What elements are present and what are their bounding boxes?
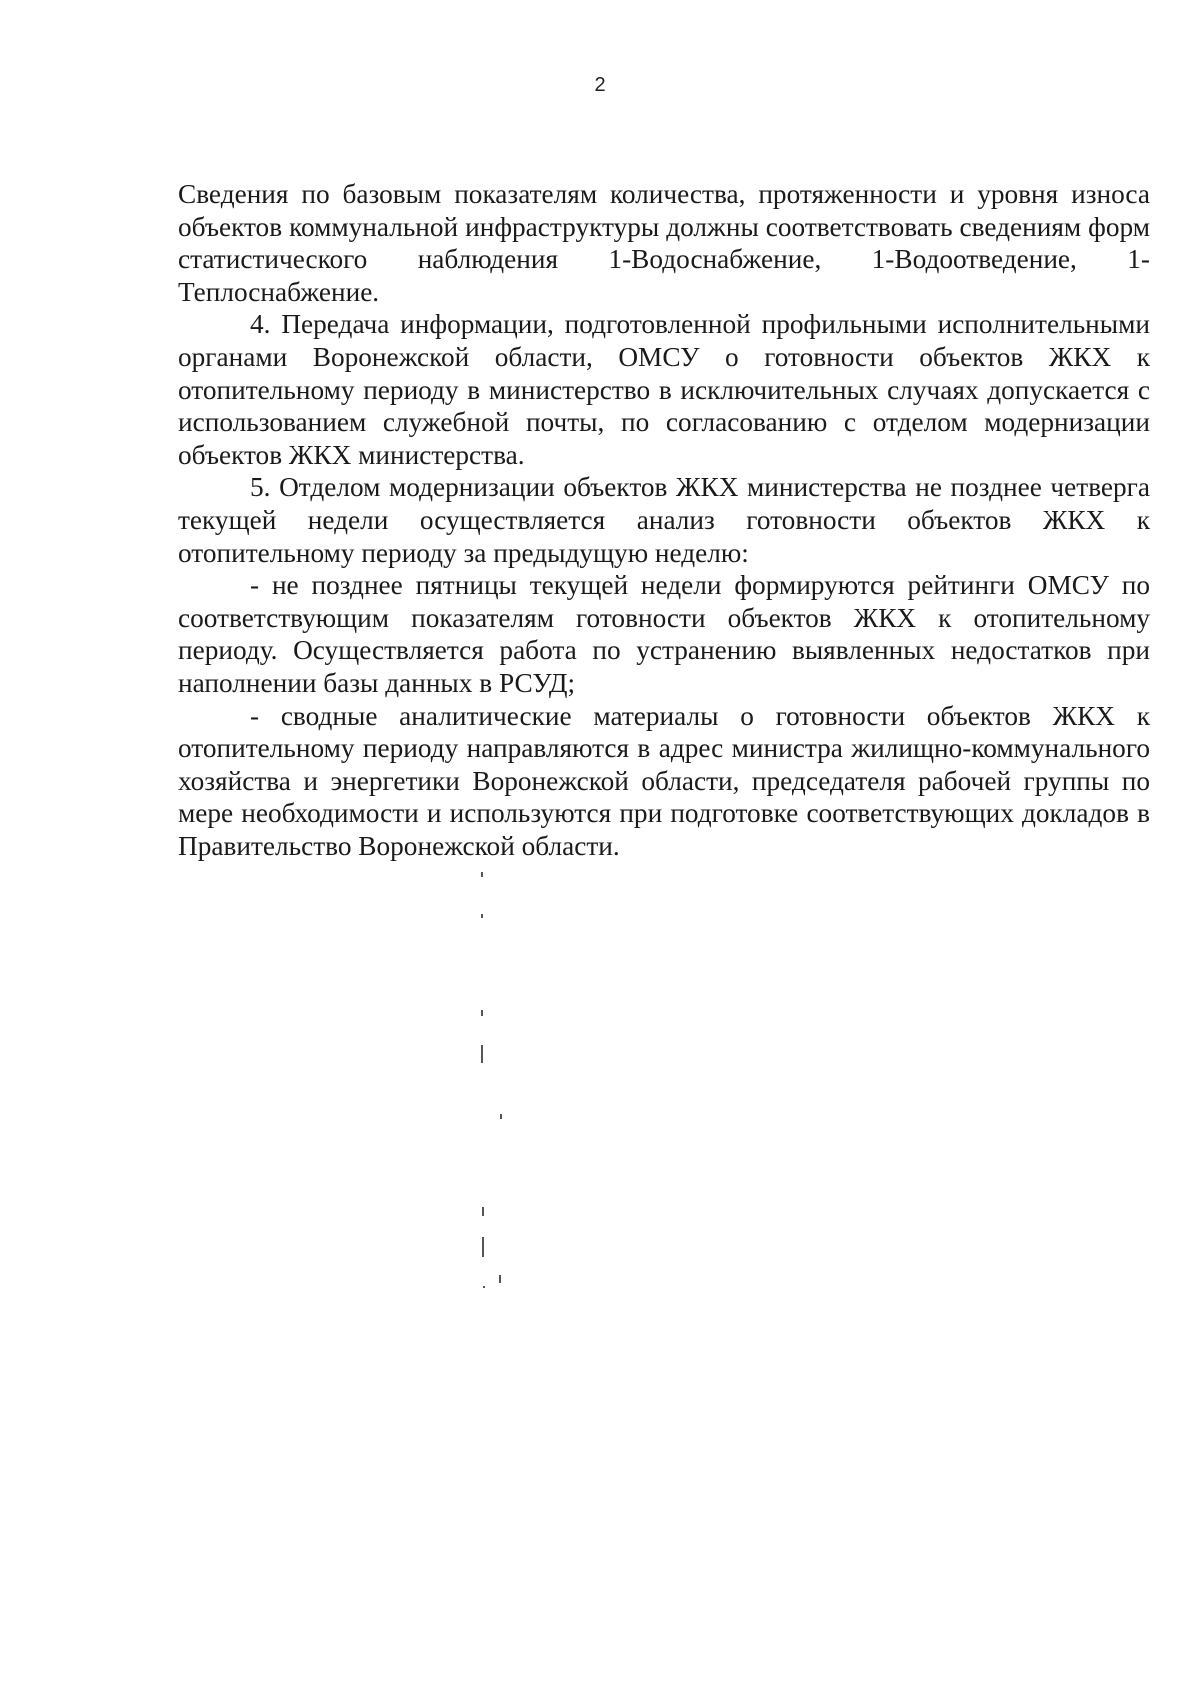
- page-number: 2: [594, 74, 606, 96]
- scan-artifact: [481, 1010, 483, 1016]
- document-body: [178, 178, 1150, 862]
- paragraph-statistics: Сведения по базовым показателям количества, протяженности и уровня износа объектов коммунальной инфраструктуры должны соответствовать сведениям форм статистического наблюдения 1-Водоснабжение, 1-Водоотведение, 1-Теплоснабжение.: [178, 179, 1150, 307]
- scan-artifact: [481, 1045, 483, 1063]
- scan-artifact: [499, 1275, 501, 1283]
- paragraph-item-4: 4. Передача информации, подготовленной профильными исполнительными органами Воронежской области, ОМСУ о готовности объектов ЖКХ к отопительному периоду в министерство в исключительных случаях допускается с использованием служебной почты, по согласованию с отделом модернизации объектов ЖКХ министерства.: [178, 309, 1150, 470]
- paragraph-bullet-analytics: - сводные аналитические материалы о готовности объектов ЖКХ к отопительному периоду направляются в адрес министра жилищно-коммунального хозяйства и энергетики Воронежской области, председателя рабочей группы по мере необходимости и используются при подготовке соответствующих докладов в Правительство Воронежской области.: [178, 700, 1150, 861]
- scan-artifact: [482, 1237, 484, 1257]
- paragraph-bullet-ratings: - не позднее пятницы текущей недели формируются рейтинги ОМСУ по соответствующим показателям готовности объектов ЖКХ к отопительному периоду. Осуществляется работа по устранению выявленных недостатков при наполнении базы данных в РСУД;: [178, 570, 1150, 698]
- scan-artifact: [481, 872, 483, 877]
- scan-artifact: [500, 1114, 502, 1119]
- paragraph-item-5: 5. Отделом модернизации объектов ЖКХ министерства не позднее четверга текущей недели осуществляется анализ готовности объектов ЖКХ к отопительному периоду за предыдущую неделю:: [178, 472, 1150, 568]
- scan-artifact: [481, 914, 483, 918]
- scan-artifact: [483, 1286, 485, 1288]
- scan-artifact: [482, 1207, 484, 1216]
